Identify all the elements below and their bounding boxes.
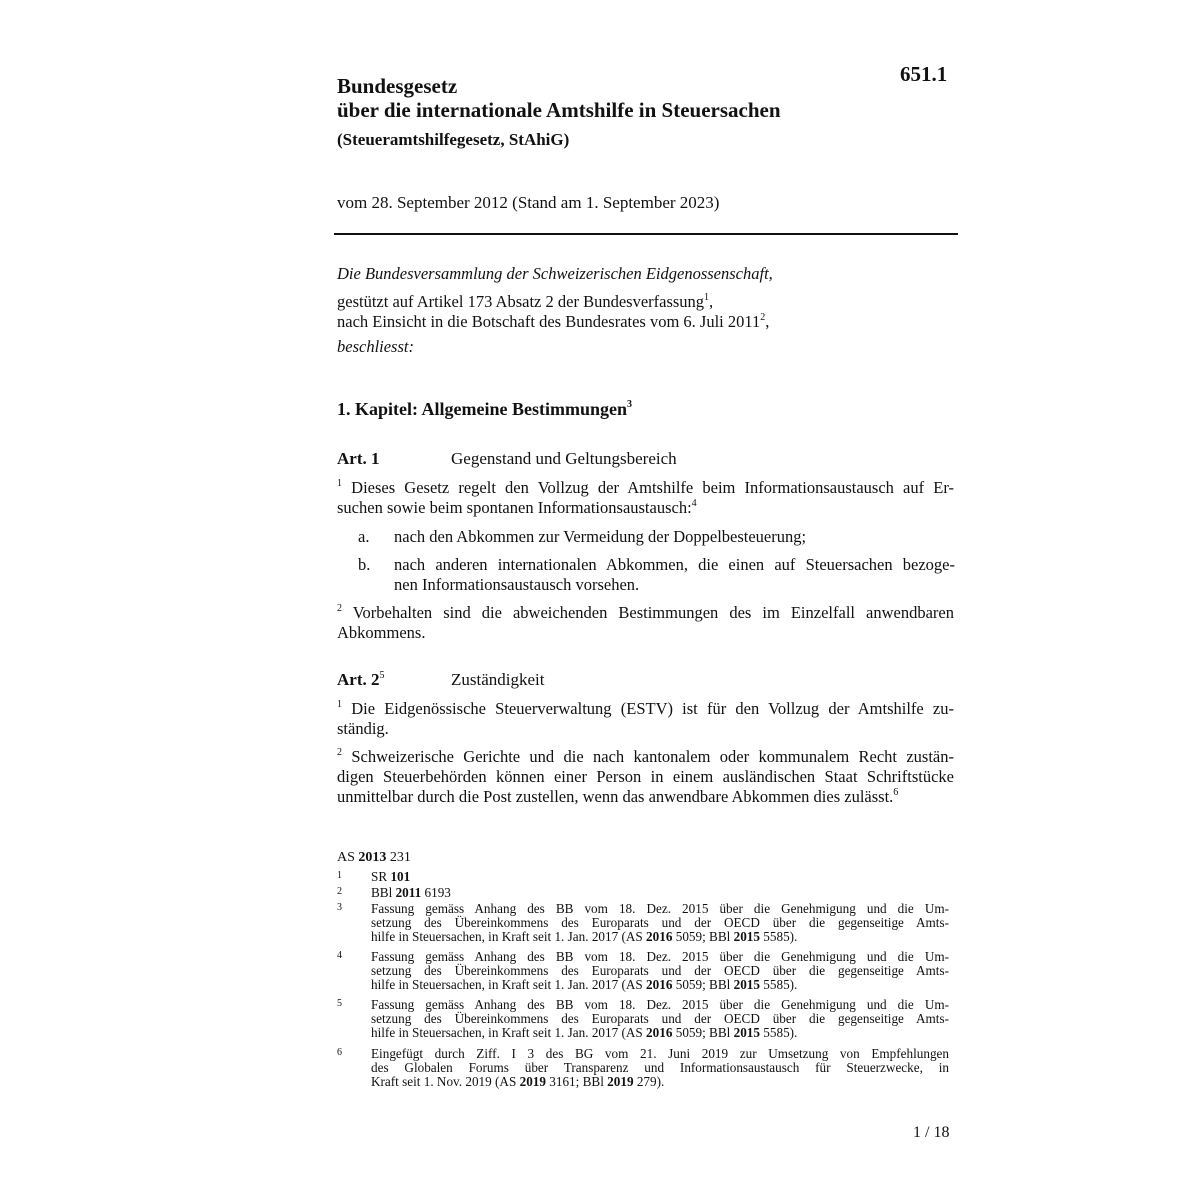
footnote-ref-2[interactable]: 2 xyxy=(760,312,766,323)
footnote-2: 2 BBl 2011 6193 xyxy=(337,885,451,900)
preamble-message: nach Einsicht in die Botschaft des Bundesrates vom 6. Juli 2011$^2$, xyxy=(337,312,770,331)
sr-number: 651.1 xyxy=(900,62,948,86)
footnote-1: 1 SR 101 xyxy=(337,869,411,884)
short-title: (Steueramtshilfegesetz, StAhiG) xyxy=(337,130,570,149)
preamble-basis: gestützt auf Artikel 173 Absatz 2 der Bundesverfassung$^1$, xyxy=(337,292,714,311)
footnote-4: 4 Fassung gemäss Anhang des BB vom 18. Dez. 2015 über die Genehmigung und die Um- setzung des Übereinkommens des Europarats und der OECD über die gegenseitige Amts- hilfe in Steuersachen, in Kraft seit 1. Jan. 2017 (AS 2016 5059; BBl 2015 5585). xyxy=(337,949,949,992)
footnote-ref-6[interactable]: 6 xyxy=(893,787,899,798)
article-2-paragraph-1: $^1$ Die Eidgenössische Steuerverwaltung (ESTV) ist für den Vollzug der Amtshilfe zu- ständig. xyxy=(337,699,954,738)
list-item-b: b. nach anderen internationalen Abkommen, die einen auf Steuersachen bezoge- nen Informationsaustausch vorsehen. xyxy=(358,555,955,594)
article-2-paragraph-2: $^2$ Schweizerische Gerichte und die nach kantonalem oder kommunalem Recht zustän- digen Steuerbehörden können einer Person in einem ausländischen Staat Schriftstücke unmittelbar durch die Post zustellen, wenn das anwendbare Abkommen dies zulässt.$^6$ xyxy=(337,747,954,806)
article-2-number: Art. $2^5$ xyxy=(337,670,385,689)
article-2-heading xyxy=(337,670,957,690)
title-line-2: über die internationale Amtshilfe in Steuersachen xyxy=(337,98,781,122)
footnote-ref-5[interactable]: 5 xyxy=(379,670,385,681)
footnote-ref-3[interactable]: 3 xyxy=(626,399,632,410)
official-source: AS 2013 231 xyxy=(337,850,411,865)
date-line: vom 28. September 2012 (Stand am 1. September 2023) xyxy=(337,193,720,212)
article-2-title: Zuständigkeit xyxy=(451,670,545,689)
footnote-ref-4[interactable]: 4 xyxy=(691,498,697,509)
article-1-number: Art. 1 xyxy=(337,449,380,468)
footnote-5: 5 Fassung gemäss Anhang des BB vom 18. Dez. 2015 über die Genehmigung und die Um- setzung des Übereinkommens des Europarats und der OECD über die gegenseitige Amts- hilfe in Steuersachen, in Kraft seit 1. Jan. 2017 (AS 2016 5059; BBl 2015 5585). xyxy=(337,997,949,1040)
footnote-3: 3 Fassung gemäss Anhang des BB vom 18. Dez. 2015 über die Genehmigung und die Um- setzung des Übereinkommens des Europarats und der OECD über die gegenseitige Amts- hilfe in Steuersachen, in Kraft seit 1. Jan. 2017 (AS 2016 5059; BBl 2015 5585). xyxy=(337,901,949,944)
title-line-1: Bundesgesetz xyxy=(337,74,458,98)
page-number: 1 / 18 xyxy=(913,1124,950,1141)
article-1-paragraph-2: $^2$ Vorbehalten sind die abweichenden Bestimmungen des im Einzelfall anwendbaren Abkommens. xyxy=(337,603,954,642)
header-divider xyxy=(334,233,958,235)
article-1-paragraph-1: $^1$ Dieses Gesetz regelt den Vollzug der Amtshilfe beim Informationsaustausch auf Er- suchen sowie beim spontanen Informationsaustausch:$^4$ xyxy=(337,478,954,517)
article-1-title: Gegenstand und Geltungsbereich xyxy=(451,449,677,468)
list-item-a: a. nach den Abkommen zur Vermeidung der Doppelbesteuerung; xyxy=(358,527,807,546)
chapter-heading: 1. Kapitel: Allgemeine Bestimmungen$^3$ xyxy=(337,399,632,419)
preamble-decides: beschliesst: xyxy=(337,337,414,356)
footnote-6: 6 Eingefügt durch Ziff. I 3 des BG vom 21. Juni 2019 zur Umsetzung von Empfehlungen des Globalen Forums über Transparenz und Informationsaustausch für Steuerzwecke, in Kraft seit 1. Nov. 2019 (AS 2019 3161; BBl 2019 279). xyxy=(337,1046,949,1089)
article-1-heading xyxy=(337,449,957,469)
footnote-ref-1[interactable]: 1 xyxy=(704,292,710,303)
preamble-assembly: Die Bundesversammlung der Schweizerischen Eidgenossenschaft, xyxy=(337,264,773,283)
